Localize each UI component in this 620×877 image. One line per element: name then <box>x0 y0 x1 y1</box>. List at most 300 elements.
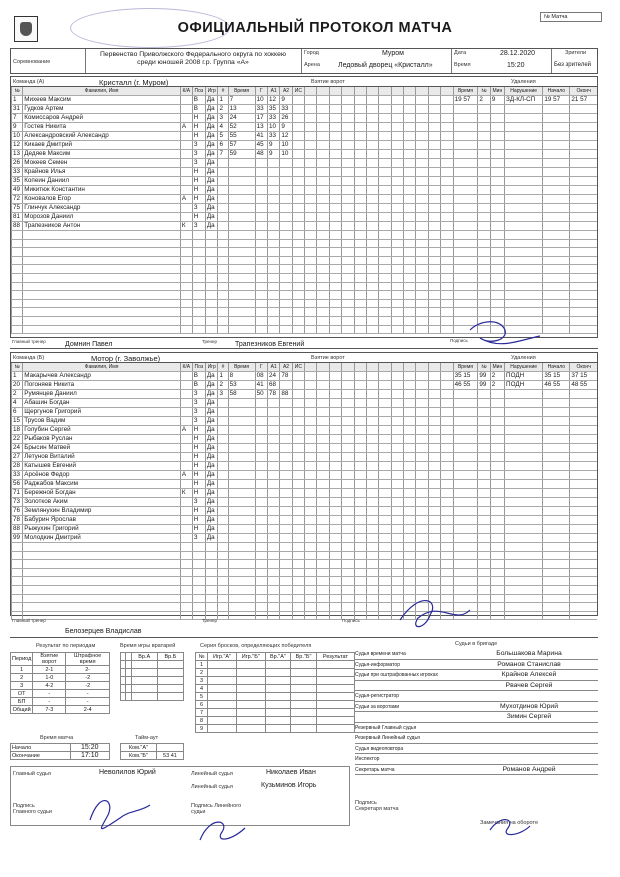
penalty-time <box>453 239 478 248</box>
on-ice-slot <box>329 471 341 480</box>
player-number <box>12 594 23 603</box>
on-ice-slot <box>354 265 366 274</box>
team-a-header <box>11 77 597 87</box>
on-ice-slot <box>305 308 317 317</box>
goal-scorer <box>255 186 267 195</box>
player-played: Да <box>205 186 218 195</box>
goal-time <box>228 603 255 612</box>
team-a-trainer: Трапезников Евгений <box>235 341 305 348</box>
player-name <box>23 256 181 265</box>
goal-assist-2 <box>280 444 292 453</box>
player-played: Да <box>205 471 218 480</box>
goal-time <box>228 222 255 231</box>
penalty-start <box>543 426 570 435</box>
on-ice-slot <box>342 141 354 150</box>
on-ice-slot <box>441 507 453 516</box>
team-a-row <box>12 123 598 132</box>
penalty-time <box>453 150 478 159</box>
on-ice-slot <box>428 525 440 534</box>
on-ice-slot <box>428 96 440 105</box>
penalty-violation <box>505 462 543 471</box>
penalty-start <box>543 507 570 516</box>
shootout-cell <box>236 669 265 677</box>
player-played: Да <box>205 114 218 123</box>
on-ice-slot <box>305 222 317 231</box>
penalty-time <box>453 507 478 516</box>
results-cell: ОТ <box>11 690 33 698</box>
team-b-col-slot <box>354 363 366 372</box>
penalty-player <box>478 132 490 141</box>
on-ice-slot <box>329 525 341 534</box>
on-ice-slot <box>342 568 354 577</box>
gk-row <box>121 677 184 685</box>
penalty-player <box>478 399 490 408</box>
on-ice-slot <box>416 435 428 444</box>
on-ice-slot <box>305 239 317 248</box>
on-ice-slot <box>329 577 341 586</box>
on-ice-slot <box>379 105 391 114</box>
on-ice-slot <box>428 213 440 222</box>
goal-number <box>218 453 228 462</box>
penalty-violation <box>505 435 543 444</box>
player-ka <box>180 585 192 594</box>
on-ice-slot <box>366 325 378 334</box>
goal-scorer <box>255 435 267 444</box>
referee-role: Резервный Главный судья <box>355 724 417 731</box>
penalty-start <box>543 444 570 453</box>
on-ice-slot <box>354 308 366 317</box>
penalty-violation <box>505 577 543 586</box>
goal-situation <box>292 480 304 489</box>
gk-row <box>121 669 184 677</box>
on-ice-slot <box>342 381 354 390</box>
on-ice-slot <box>416 489 428 498</box>
on-ice-slot <box>329 560 341 569</box>
goal-number <box>218 299 228 308</box>
shootout-cell <box>236 725 265 733</box>
on-ice-slot <box>391 123 403 132</box>
player-name: Бабурин Ярослав <box>23 516 181 525</box>
penalty-violation: ПОДН <box>505 372 543 381</box>
results-cell: БП <box>11 698 33 706</box>
goal-number <box>218 594 228 603</box>
referee-row <box>355 660 598 671</box>
on-ice-slot <box>366 551 378 560</box>
on-ice-slot <box>404 417 416 426</box>
team-a-row <box>12 265 598 274</box>
penalty-violation <box>505 543 543 552</box>
on-ice-slot <box>305 132 317 141</box>
penalty-violation <box>505 195 543 204</box>
on-ice-slot <box>404 308 416 317</box>
player-position <box>192 273 205 282</box>
on-ice-slot <box>354 489 366 498</box>
goal-scorer: 13 <box>255 123 267 132</box>
goal-assist-1 <box>267 308 279 317</box>
on-ice-slot <box>428 256 440 265</box>
on-ice-slot <box>404 123 416 132</box>
player-number: 13 <box>12 150 23 159</box>
penalty-start <box>543 222 570 231</box>
on-ice-slot <box>317 265 329 274</box>
on-ice-slot <box>305 480 317 489</box>
on-ice-slot <box>379 399 391 408</box>
player-ka <box>180 560 192 569</box>
on-ice-slot <box>379 150 391 159</box>
goal-time <box>228 204 255 213</box>
on-ice-slot <box>342 132 354 141</box>
goal-scorer <box>255 222 267 231</box>
page-title: ОФИЦИАЛЬНЫЙ ПРОТОКОЛ МАТЧА <box>177 20 453 36</box>
penalty-minutes <box>490 498 504 507</box>
on-ice-slot <box>354 248 366 257</box>
on-ice-slot <box>305 105 317 114</box>
penalty-end <box>570 168 597 177</box>
penalty-player <box>478 273 490 282</box>
shootout-no: 7 <box>196 709 208 717</box>
penalty-time <box>453 291 478 300</box>
player-ka <box>180 132 192 141</box>
goal-assist-2 <box>280 480 292 489</box>
penalty-end <box>570 123 597 132</box>
penalty-minutes <box>490 551 504 560</box>
on-ice-slot <box>391 186 403 195</box>
penalty-minutes <box>490 435 504 444</box>
on-ice-slot <box>342 471 354 480</box>
player-played: Да <box>205 177 218 186</box>
on-ice-slot <box>428 273 440 282</box>
shootout-cell <box>208 701 237 709</box>
penalty-player <box>478 603 490 612</box>
on-ice-slot <box>317 390 329 399</box>
player-name: Коновалов Егор <box>23 195 181 204</box>
goal-assist-1: 10 <box>267 123 279 132</box>
on-ice-slot <box>366 213 378 222</box>
shootout-no: 9 <box>196 725 208 733</box>
team-b-name: Мотор (г. Заволжье) <box>91 354 161 363</box>
on-ice-slot <box>404 177 416 186</box>
on-ice-slot <box>342 273 354 282</box>
penalty-start <box>543 282 570 291</box>
player-name <box>23 273 181 282</box>
on-ice-slot <box>317 408 329 417</box>
shootout-header <box>196 653 355 661</box>
goal-assist-2 <box>280 291 292 300</box>
goal-number <box>218 239 228 248</box>
player-played <box>205 560 218 569</box>
player-played: Да <box>205 444 218 453</box>
team-a-col-slot <box>329 87 341 96</box>
shootout-cell <box>291 701 317 709</box>
on-ice-slot <box>391 299 403 308</box>
team-b-col-min: Мин <box>490 363 504 372</box>
on-ice-slot <box>404 256 416 265</box>
penalty-time <box>453 159 478 168</box>
player-position: З <box>192 534 205 543</box>
on-ice-slot <box>379 390 391 399</box>
team-a-row <box>12 325 598 334</box>
goal-situation <box>292 141 304 150</box>
goal-time <box>228 426 255 435</box>
penalty-violation <box>505 159 543 168</box>
date-label: Дата <box>454 50 467 56</box>
penalty-time <box>453 132 478 141</box>
referee-row <box>355 712 598 723</box>
player-position: Н <box>192 516 205 525</box>
goal-time: 7 <box>228 96 255 105</box>
penalty-time <box>453 105 478 114</box>
team-b-row <box>12 498 598 507</box>
player-ka <box>180 516 192 525</box>
shootout-no: 6 <box>196 701 208 709</box>
timeout-a-label: Ком."А" <box>121 744 157 752</box>
on-ice-slot <box>317 381 329 390</box>
shootout-cell <box>291 677 317 685</box>
on-ice-slot <box>404 282 416 291</box>
penalty-start <box>543 265 570 274</box>
goal-time: 58 <box>228 390 255 399</box>
team-a-row <box>12 105 598 114</box>
penalty-time <box>453 408 478 417</box>
gk-row <box>121 693 184 701</box>
on-ice-slot <box>342 435 354 444</box>
penalty-time <box>453 444 478 453</box>
penalty-minutes: 2 <box>490 372 504 381</box>
player-name: Рыбаков Руслан <box>23 435 181 444</box>
player-number <box>12 316 23 325</box>
goal-situation <box>292 316 304 325</box>
goal-assist-1 <box>267 480 279 489</box>
on-ice-slot <box>329 141 341 150</box>
player-number: 27 <box>12 453 23 462</box>
on-ice-slot <box>416 577 428 586</box>
goal-assist-2 <box>280 177 292 186</box>
end-value: 17:10 <box>70 752 110 760</box>
player-position: З <box>192 204 205 213</box>
on-ice-slot <box>391 372 403 381</box>
goal-time <box>228 308 255 317</box>
on-ice-slot <box>329 551 341 560</box>
on-ice-slot <box>441 543 453 552</box>
penalty-start <box>543 594 570 603</box>
goal-assist-1 <box>267 195 279 204</box>
on-ice-slot <box>404 498 416 507</box>
on-ice-slot <box>305 534 317 543</box>
on-ice-slot <box>354 426 366 435</box>
on-ice-slot <box>317 444 329 453</box>
team-b-col-time: Время <box>228 363 255 372</box>
on-ice-slot <box>366 489 378 498</box>
on-ice-slot <box>342 282 354 291</box>
penalty-time <box>453 256 478 265</box>
goal-time: 52 <box>228 123 255 132</box>
player-number: 33 <box>12 168 23 177</box>
goal-scorer <box>255 239 267 248</box>
on-ice-slot <box>441 471 453 480</box>
goal-number: 2 <box>218 381 228 390</box>
goal-assist-1 <box>267 204 279 213</box>
on-ice-slot <box>441 390 453 399</box>
team-b-section <box>10 352 598 616</box>
penalty-violation <box>505 489 543 498</box>
player-ka <box>180 444 192 453</box>
team-a-row <box>12 256 598 265</box>
on-ice-slot <box>416 568 428 577</box>
gk-cell <box>131 669 157 677</box>
on-ice-slot <box>428 560 440 569</box>
on-ice-slot <box>305 381 317 390</box>
goal-scorer: 50 <box>255 390 267 399</box>
goal-time <box>228 265 255 274</box>
on-ice-slot <box>404 534 416 543</box>
penalty-minutes <box>490 471 504 480</box>
penalty-violation <box>505 498 543 507</box>
on-ice-slot <box>416 408 428 417</box>
on-ice-slot <box>329 239 341 248</box>
team-b-row <box>12 507 598 516</box>
player-ka <box>180 507 192 516</box>
on-ice-slot <box>404 299 416 308</box>
goal-time <box>228 525 255 534</box>
penalty-player <box>478 105 490 114</box>
on-ice-slot <box>366 222 378 231</box>
on-ice-slot <box>404 325 416 334</box>
on-ice-slot <box>342 265 354 274</box>
referee-role <box>355 712 460 722</box>
on-ice-slot <box>428 498 440 507</box>
on-ice-slot <box>329 399 341 408</box>
player-position: З <box>192 399 205 408</box>
player-number: 75 <box>12 204 23 213</box>
goal-assist-1: 9 <box>267 150 279 159</box>
team-a-coach: Домнин Павел <box>65 341 113 348</box>
goal-assist-2 <box>280 426 292 435</box>
team-a-col-slot <box>305 87 317 96</box>
penalty-time <box>453 316 478 325</box>
main-ref-name: Неволилов Юрий <box>99 769 156 776</box>
on-ice-slot <box>342 316 354 325</box>
player-played: Да <box>205 408 218 417</box>
on-ice-slot <box>354 132 366 141</box>
goal-number <box>218 551 228 560</box>
team-b-col-end: Оконч <box>570 363 597 372</box>
results-cell: 3 <box>11 682 33 690</box>
player-played: Да <box>205 390 218 399</box>
goal-assist-2 <box>280 248 292 257</box>
player-number: 35 <box>12 177 23 186</box>
penalty-violation <box>505 256 543 265</box>
shootout-cell <box>208 661 237 669</box>
goal-assist-1: 24 <box>267 372 279 381</box>
on-ice-slot <box>342 204 354 213</box>
penalty-time <box>453 222 478 231</box>
on-ice-slot <box>416 186 428 195</box>
on-ice-slot <box>305 256 317 265</box>
goal-assist-2 <box>280 168 292 177</box>
penalty-end <box>570 159 597 168</box>
penalty-player <box>478 231 490 240</box>
team-b-col-a1: А1 <box>267 363 279 372</box>
on-ice-slot <box>366 239 378 248</box>
penalty-end <box>570 471 597 480</box>
goal-situation <box>292 444 304 453</box>
results-col: Штрафное время <box>66 653 110 666</box>
goal-number <box>218 231 228 240</box>
penalty-minutes <box>490 316 504 325</box>
on-ice-slot <box>391 177 403 186</box>
goal-number: 7 <box>218 150 228 159</box>
goal-time <box>228 239 255 248</box>
team-a-col-time: Время <box>228 87 255 96</box>
penalty-time <box>453 568 478 577</box>
player-position: З <box>192 498 205 507</box>
goal-scorer <box>255 498 267 507</box>
goal-number <box>218 507 228 516</box>
player-number: 1 <box>12 372 23 381</box>
goal-time: 55 <box>228 132 255 141</box>
on-ice-slot <box>441 435 453 444</box>
penalty-end <box>570 525 597 534</box>
results-cell: 2- <box>66 666 110 674</box>
shootout-cell <box>265 717 291 725</box>
goal-time <box>228 186 255 195</box>
goal-scorer: 10 <box>255 96 267 105</box>
goal-assist-1: 12 <box>267 96 279 105</box>
player-ka <box>180 372 192 381</box>
on-ice-slot <box>354 568 366 577</box>
gk-row <box>121 661 184 669</box>
on-ice-slot <box>317 195 329 204</box>
player-position: З <box>192 222 205 231</box>
on-ice-slot <box>366 560 378 569</box>
player-number <box>12 551 23 560</box>
team-a-col-play: Игр <box>205 87 218 96</box>
penalty-violation <box>505 585 543 594</box>
shootout-cell <box>265 661 291 669</box>
penalty-violation <box>505 123 543 132</box>
player-played <box>205 585 218 594</box>
goal-assist-1 <box>267 248 279 257</box>
penalty-player <box>478 265 490 274</box>
on-ice-slot <box>329 256 341 265</box>
player-number: 31 <box>12 105 23 114</box>
on-ice-slot <box>342 239 354 248</box>
on-ice-slot <box>416 444 428 453</box>
penalty-minutes <box>490 390 504 399</box>
on-ice-slot <box>317 186 329 195</box>
on-ice-slot <box>391 551 403 560</box>
on-ice-slot <box>305 525 317 534</box>
on-ice-slot <box>305 577 317 586</box>
player-position <box>192 256 205 265</box>
gk-cell <box>157 661 183 669</box>
results-row <box>11 698 110 706</box>
on-ice-slot <box>404 105 416 114</box>
on-ice-slot <box>317 273 329 282</box>
results-cell: 2-4 <box>66 706 110 714</box>
penalty-violation <box>505 105 543 114</box>
on-ice-slot <box>441 96 453 105</box>
goal-time <box>228 195 255 204</box>
player-position <box>192 325 205 334</box>
shootout-cell <box>265 669 291 677</box>
goal-number <box>218 577 228 586</box>
penalty-player <box>478 426 490 435</box>
player-ka <box>180 417 192 426</box>
on-ice-slot <box>329 248 341 257</box>
player-number <box>12 560 23 569</box>
team-a-row <box>12 186 598 195</box>
